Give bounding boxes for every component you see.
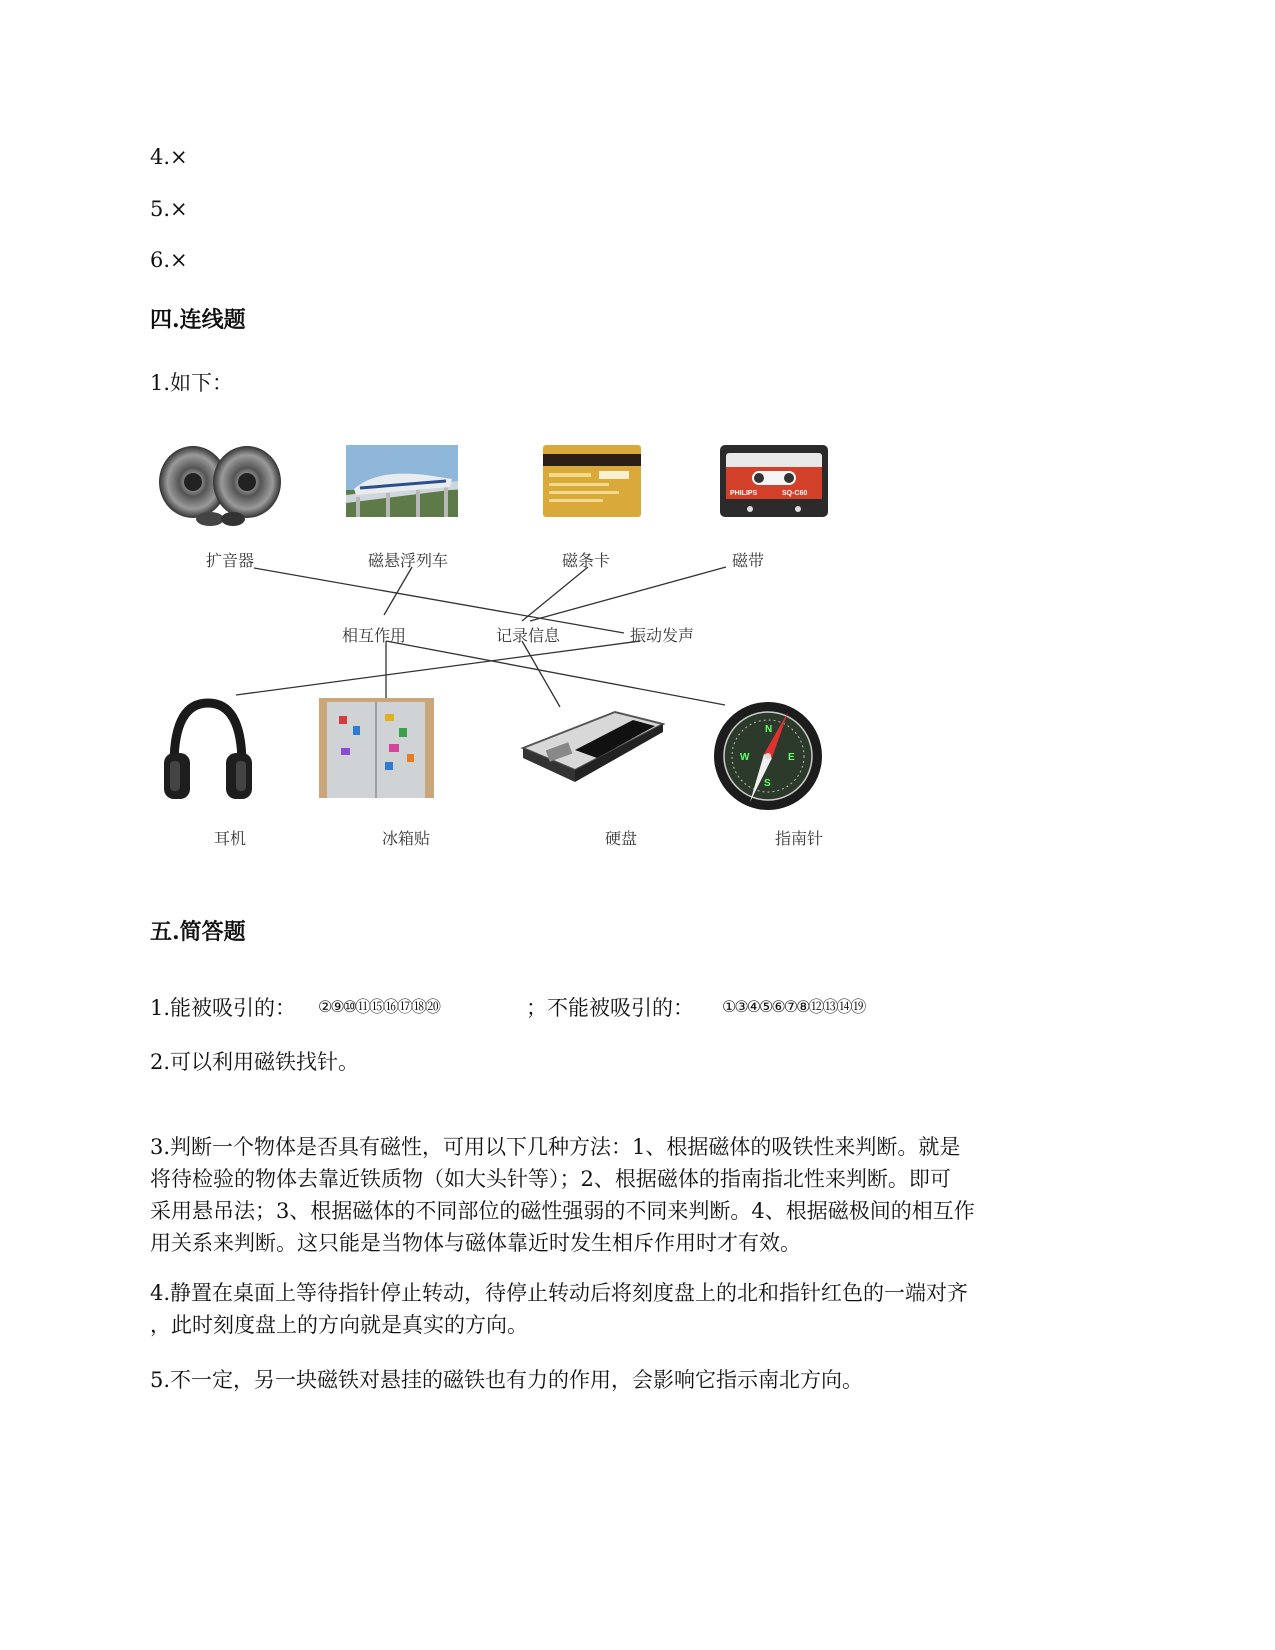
label-fridge-magnet: 冰箱贴	[382, 829, 431, 848]
section-5-title: 五.简答题	[150, 919, 246, 945]
answer-6: 6.×	[150, 248, 188, 272]
label-vibrate-sound: 振动发声	[630, 626, 695, 645]
q3-line-3: 采用悬吊法；3、根据磁体的不同部位的磁性强弱的不同来判断。4、根据磁极间的相互作	[150, 1199, 975, 1223]
compass-e: E	[788, 752, 795, 763]
q1-separator: ；不能被吸引的：	[526, 996, 694, 1020]
q3-line-1: 3.判断一个物体是否具有磁性，可用以下几种方法：1、根据磁体的吸铁性来判断。就是	[150, 1135, 961, 1159]
label-compass: 指南针	[775, 829, 824, 848]
label-magnetic-card: 磁条卡	[562, 551, 611, 570]
answer-5: 5.×	[150, 197, 188, 221]
section-4-title: 四.连线题	[150, 307, 246, 333]
headphones-image	[160, 695, 255, 805]
q1-not-attracted-numbers: ①③④⑤⑥⑦⑧⑫⑬⑭⑲	[722, 997, 865, 1016]
line-compass-interaction	[386, 641, 725, 705]
label-maglev-train: 磁悬浮列车	[368, 551, 449, 570]
section-5-q4	[150, 1277, 1125, 1341]
line-tape-record	[530, 567, 726, 621]
q3-line-2: 将待检验的物体去靠近铁质物（如大头针等）；2、根据磁体的指南指北性来判断。即可	[150, 1167, 951, 1191]
hard-disk-image	[515, 700, 665, 795]
q4-line-1: 4.静置在桌面上等待指针停止转动，待停止转动后将刻度盘上的北和指针红色的一端对齐	[150, 1281, 969, 1305]
label-earphones: 耳机	[214, 829, 247, 848]
section-5-q2: 2.可以利用磁铁找针。	[150, 1050, 360, 1074]
line-hard-disk-record	[522, 641, 560, 707]
label-record-information: 记录信息	[496, 626, 561, 645]
compass-image	[712, 700, 824, 812]
q1-prefix: 1.能被吸引的：	[150, 996, 297, 1020]
answer-4: 4.×	[150, 145, 188, 169]
label-hard-disk: 硬盘	[605, 829, 638, 848]
section-4-q1: 1.如下：	[150, 371, 234, 395]
section-5-q1	[150, 992, 1110, 1028]
compass-n: N	[765, 724, 773, 735]
fridge-magnet-image	[319, 698, 434, 798]
line-card-record	[522, 567, 588, 621]
cassette-model: SQ-C60	[782, 490, 808, 497]
line-loudspeaker-vibrate	[254, 568, 624, 633]
matching-diagram	[150, 445, 890, 905]
cassette-brand: PHILIPS	[730, 490, 758, 497]
section-5-q3	[150, 1131, 1125, 1259]
label-magnetic-tape: 磁带	[732, 551, 765, 570]
section-5-q5: 5.不一定，另一块磁铁对悬挂的磁铁也有力的作用，会影响它指示南北方向。	[150, 1368, 864, 1392]
q1-attracted-numbers: ②⑨⑩⑪⑮⑯⑰⑱⑳	[318, 997, 440, 1016]
compass-s: S	[764, 778, 771, 789]
q3-line-4: 用关系来判断。这只能是当物体与磁体靠近时发生相斥作用时才有效。	[150, 1231, 801, 1255]
label-loudspeaker: 扩音器	[206, 551, 255, 570]
q4-line-2: ，此时刻度盘上的方向就是真实的方向。	[150, 1313, 528, 1337]
line-earphone-vibrate	[236, 641, 640, 695]
label-interaction: 相互作用	[342, 626, 407, 645]
compass-w: W	[740, 752, 750, 763]
